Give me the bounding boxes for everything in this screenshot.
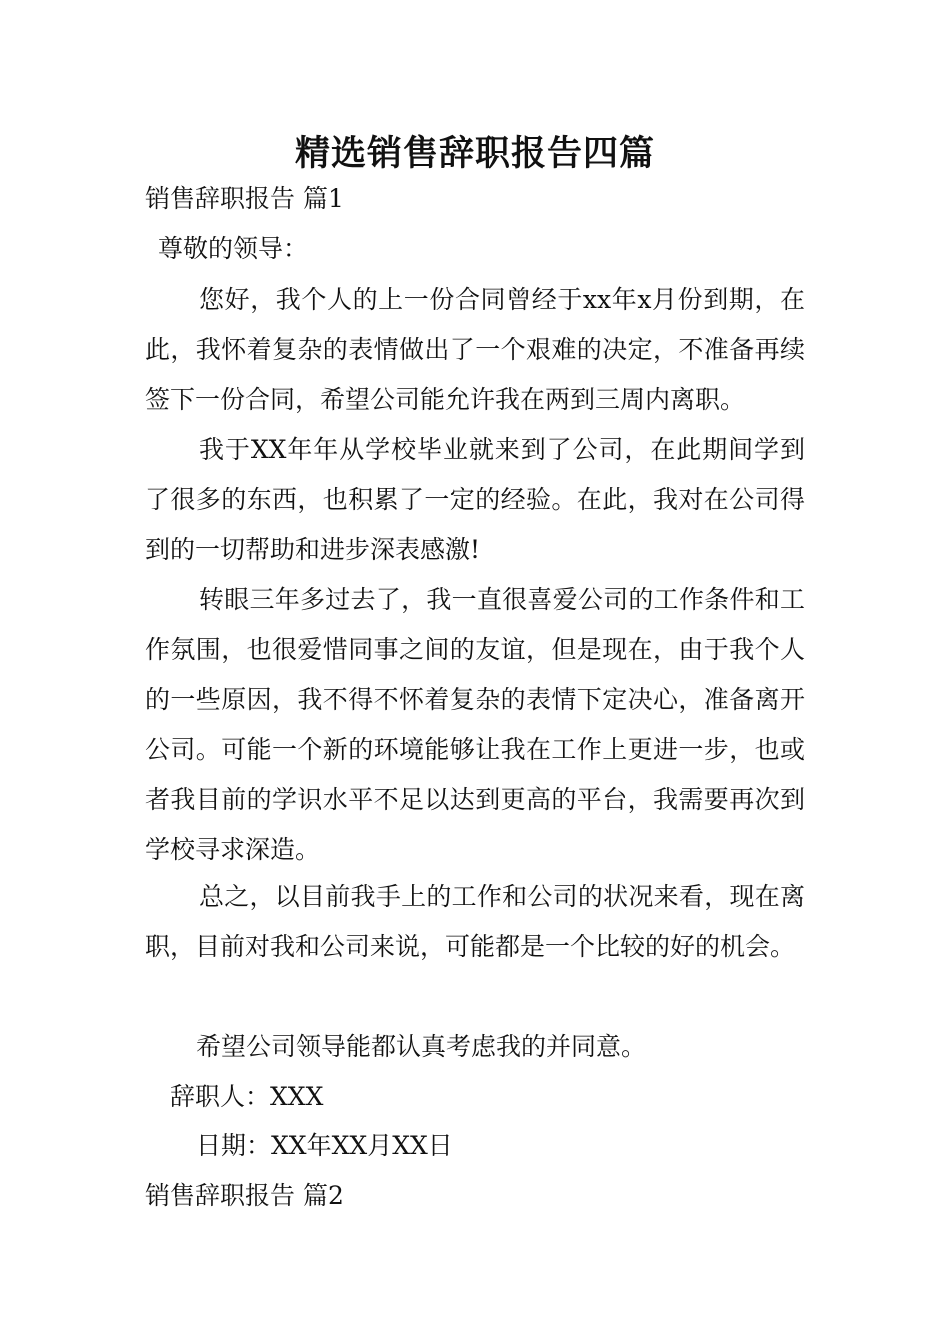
paragraph-2: 我于XX年年从学校毕业就来到了公司，在此期间学到了很多的东西，也积累了一定的经验。在此，我对在公司得到的一切帮助和进步深表感激!	[145, 435, 805, 564]
paragraph-4: 总之，以目前我手上的工作和公司的状况来看，现在离职，目前对我和公司来说，可能都是一个比较的好的机会。	[145, 882, 805, 961]
signer-line: 辞职人：XXX	[170, 1082, 324, 1111]
section-heading-1: 销售辞职报告 篇1	[145, 184, 344, 213]
document-title: 精选销售辞职报告四篇	[294, 134, 655, 174]
paragraph-1: 您好，我个人的上一份合同曾经于xx年x月份到期，在此，我怀着复杂的表情做出了一个艰难的决定，不准备再续签下一份合同，希望公司能允许我在两到三周内离职。	[145, 285, 805, 414]
salutation: 尊敬的领导：	[158, 234, 309, 263]
section-heading-2: 销售辞职报告 篇2	[145, 1181, 344, 1210]
paragraph-3: 转眼三年多过去了，我一直很喜爱公司的工作条件和工作氛围，也很爱惜同事之间的友谊，但是现在，由于我个人的一些原因，我不得不怀着复杂的表情下定决心，准备离开公司。可能一个新的环境能够让我在工作上更进一步，也或者我目前的学识水平不足以达到更高的平台，我需要再次到学校寻求深造。	[145, 585, 805, 864]
date-line: 日期：XX年XX月XX日	[196, 1131, 453, 1160]
closing-line: 希望公司领导能都认真考虑我的并同意。	[196, 1032, 647, 1061]
